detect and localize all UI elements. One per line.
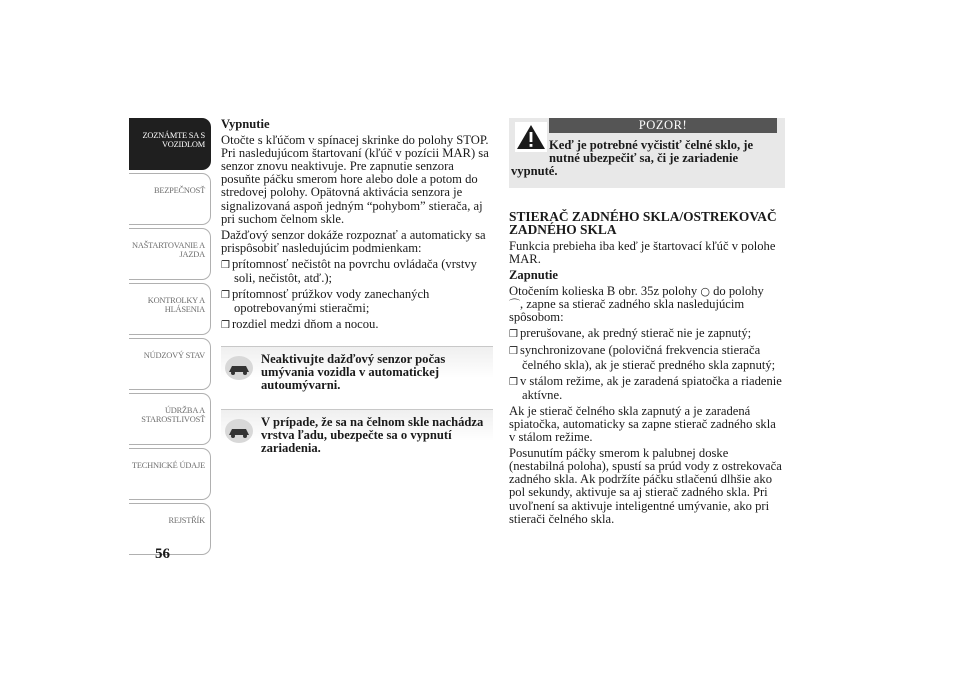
warning-text-end: vypnuté.: [511, 164, 558, 179]
text-run: Otočením kolieska B obr. 35z polohy: [509, 284, 698, 299]
page-number: 56: [155, 546, 170, 562]
text-run: do polohy: [713, 284, 764, 299]
left-column: [221, 118, 493, 462]
checkbox-bullet-icon: ❒: [221, 259, 230, 271]
text-run: , zapne sa stierač zadného skla nasledujúcim spôsobom:: [509, 297, 745, 325]
tab-nastartovanie[interactable]: NAŠTARTOVANIE A JAZDA: [129, 228, 211, 280]
paragraph: Funkcia prebieha iba keď je štartovací kľúč v polohe MAR.: [509, 238, 776, 266]
list-item: [221, 288, 493, 315]
list-item-text: v stálom režime, ak je zaradená spiatočka a riadenie aktívne.: [519, 373, 782, 402]
chapter-tabs: [129, 118, 211, 558]
rear-wiper-icon: ⌒: [509, 298, 520, 312]
tab-udrzba[interactable]: ÚDRŽBA A STAROSTLIVOSŤ: [129, 393, 211, 445]
warning-box: [509, 118, 785, 188]
warning-text: Keď je potrebné vyčistiť čelné sklo, je nutné ubezpečiť sa, či je zariadenie: [549, 138, 754, 166]
list-item: [221, 318, 493, 332]
paragraph: Ak je stierač čelného skla zapnutý a je zaradená spiatočka, automaticky sa zapne stierač zadného skla v stálom režime.: [509, 403, 776, 445]
tab-nudzovy-stav[interactable]: NÚDZOVÝ STAV: [129, 338, 211, 390]
section-subheading: Vypnutie: [221, 117, 270, 131]
tab-zoznamte-sa[interactable]: ZOZNÁMTE SA S VOZIDLOM: [129, 118, 211, 170]
checkbox-bullet-icon: ❒: [509, 329, 518, 341]
paragraph: Dažďový senzor dokáže rozpoznať a automaticky sa prispôsobiť nasledujúcim podmienkam:: [221, 227, 486, 255]
note-text: V prípade, že sa na čelnom skle nachádza vrstva ľadu, ubezpečte sa o vypnutí zariadenia.: [261, 415, 484, 456]
list-item: [509, 327, 785, 341]
tab-bezpecnost[interactable]: BEZPEČNOSŤ: [129, 173, 211, 225]
note-text: Neaktivujte dažďový senzor počas umývania vozidla v automatickej autoumývarni.: [261, 352, 446, 393]
tab-kontrolky[interactable]: KONTROLKY A HLÁSENIA: [129, 283, 211, 335]
list-item-text: prítomnosť nečistôt na povrchu ovládača (vrstvy soli, nečistôt, atď.);: [231, 256, 477, 286]
checkbox-bullet-icon: ❒: [221, 290, 230, 302]
paragraph: Otočte s kľúčom v spínacej skrinke do polohy STOP. Pri nasledujúcom štartovaní (kľúč v pozícii MAR) sa senzor znovu neaktivuje. Pre zapnutie senzora posuňte páčku smerom hore alebo dole a potom do stredovej polohy. Opätovná aktivácia senzora je signalizovaná aspoň jedným “pohybom” stierača, aj pri suchom čelnom skle.: [221, 133, 489, 226]
circle-off-icon: ○: [700, 285, 710, 299]
tab-technicke-udaje[interactable]: TECHNICKÉ ÚDAJE: [129, 448, 211, 500]
paragraph: [509, 285, 785, 324]
list-item-text: synchronizovane (polovičná frekvencia stierača čelného skla), ak je stierač predného skla zapnutý;: [519, 343, 776, 372]
list-item-text: prerušovane, ak predný stierač nie je zapnutý;: [519, 326, 752, 341]
paragraph: Posunutím páčky smerom k palubnej doske (nestabilná poloha), spustí sa prúd vody z ostrekovača zadného skla. Ak podržíte páčku stlačenú dlhšie ako pol sekundy, aktivuje sa aj stierač zadného skla. Pri uvoľnení sa aktivuje inteligentné umývanie, ako pri stierači čelného skla.: [509, 446, 782, 526]
section-title: STIERAČ ZADNÉHO SKLA/OSTREKOVAČ ZADNÉHO SKLA: [509, 209, 777, 238]
warning-title: POZOR!: [549, 118, 777, 133]
list-item: [221, 258, 493, 285]
note-box: [221, 409, 493, 462]
checkbox-bullet-icon: ❒: [221, 320, 230, 332]
list-item: [509, 344, 785, 371]
list-item-text: rozdiel medzi dňom a nocou.: [231, 317, 379, 332]
checkbox-bullet-icon: ❒: [509, 346, 518, 358]
list-item: [509, 375, 785, 402]
right-column: [509, 118, 785, 529]
tab-rejstrik[interactable]: REJSTŘÍK: [129, 503, 211, 555]
checkbox-bullet-icon: ❒: [509, 376, 518, 388]
note-box: [221, 346, 493, 399]
section-subheading: Zapnutie: [509, 268, 558, 282]
car-note-icon: [224, 355, 254, 381]
car-note-icon: [224, 418, 254, 444]
list-item-text: prítomnosť prúžkov vody zanechaných opotrebovanými stieračmi;: [231, 287, 430, 316]
warning-triangle-icon: [515, 122, 547, 152]
